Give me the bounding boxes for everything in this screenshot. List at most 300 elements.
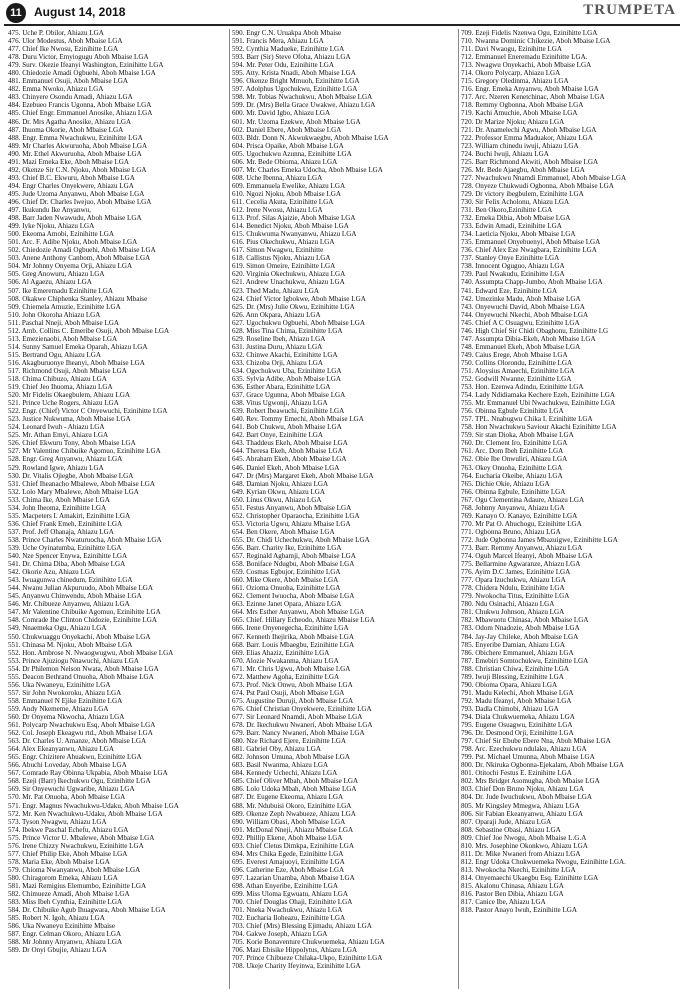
list-item: 647. Dr (Mrs) Margaret Ekeh, Aboh Mbaise LGA [232,471,374,480]
list-item: 718. Remmy Ogbonna, Aboh Mbaise LGA [461,101,584,110]
list-item: 664. Mrs Esther Anyanwu, Aboh Mbaise LGA [232,608,365,617]
list-item: 792. Madu Ifeanyi, Aboh Mbaise LGA [461,696,572,705]
list-item: 671. Mr. Chris Ugwu, Aboh Mbaise LGA [232,664,351,673]
list-item: 638. Vitus Ugwonji, Ahiazu LGA [232,399,328,408]
list-item: 719. Kachi Amuchie, Aboh Mbaise LGA [461,109,578,118]
list-item: 734. Laeticia Njoku, Aboh Mbaise LGA [461,230,576,239]
list-item: 773. Barr. Remmy Anyanwu, Ahiazu LGA [461,544,583,552]
list-item: 764. Eucharia Okeibe, Ahiazu LGA [461,471,563,480]
list-item: 552. Hon. Ambrose N. Nwaogwugwu, Aboh Mbaise LGA [8,648,174,657]
list-item: 565. Engr. Chizitere Ahuakwu, Ezinihitte LGA [8,753,142,762]
list-item: 535. Macpeters I. Amakiri, Ezinihitte LGA [8,511,131,520]
list-item: 559. Andy Nkememe, Ahiazu LGA [8,704,109,713]
list-item: 775. Bellarmine Agwaranze, Ahiazu LGA [461,560,581,569]
list-item: 696. Catherine Eze, Aboh Mbaise LGA [232,865,345,874]
list-item: 677. Sir Leonard Nnamdi, Aboh Mbaise LGA [232,712,363,721]
list-item: 542. Okorie Azu, Ahiazu LGA [8,568,96,577]
issue-date: August 14, 2018 [34,5,126,19]
list-item: 727. Nwachukwu Nnamdi Emmanuel, Aboh Mbaise LGA [461,173,627,182]
list-item: 705. Korie Bonaventure Chukwuemeka, Ahiazu LGA [232,938,385,947]
list-item: 747. Assumpta Dibia-Ekeh, Aboh Mbaise LGA [461,334,596,343]
list-item: 475. Uche P. Obilor, Ahiazu LGA [8,29,104,37]
list-item: 737. Stanley Onye Ezinihitte LGA [461,254,560,263]
list-item: 555. Deacon Bethrand Onuoha, Aboh Mbaise LGA [8,672,154,681]
list-item: 502. Chiedozie Amadi Ogbuehi, Aboh Mbaise LGA [8,246,156,255]
list-item: 813. Nwokocha Nkechi, Ezinihitte LGA [461,865,576,874]
list-item: 685. Chief Oliver Mbah, Aboh Mbaise LGA [232,777,359,786]
name-list-column-1 [8,29,228,954]
list-item: 544. Nwanu Julian Akpuruudo, Aboh Mbaise LGA [8,584,154,593]
list-item: 499. Iyke Njoku, Ahiazu LGA [8,222,95,231]
list-item: 648. Damian Njoku, Ahiazu LGA [232,479,329,488]
list-item: 598. Mr. Tobias Nwachukwu, Aboh Mbaise LGA [232,93,373,102]
list-item: 754. Lady Ndidiamaka Kechere Ezeh, Ezinihitte LGA [461,391,616,400]
list-item: 812. Engr Udoka Chukwuemeka Nwogu, Ezinihitte LGA. [461,857,626,866]
list-item: 790. Obioma Opara, Ahiazu LGA [461,680,558,689]
list-item: 477. Chief Ike Nwosu, Ezinihitte LGA [8,45,119,54]
column-divider [229,29,230,989]
list-item: 741. Edward Eze, Ezinihitte LGA [461,286,558,295]
list-item: 816. Pastor Ben Dibia, Ahiazu LGA [461,890,564,899]
list-item: 796. Dr. Desmond Orji, Ezinihitte LGA [461,729,574,738]
list-item: 529. Rowland Igwe, Ahiazu LGA [8,463,104,472]
list-item: 495. Jude Uzoma Anyanwu, Aboh Mbaise LGA [8,189,145,198]
list-item: 496. Chief Dr. Charles Iwejuo, Aboh Mbaise LGA [8,197,152,206]
list-item: 524. Leonard Iwuh - Ahiazu LGA [8,423,105,432]
list-item: 691. McDonal Nneji, Ahiazu Mbaise LGA [232,825,354,834]
list-item: 509. Chiemela Amuzie, Ezinihitte LGA [8,302,121,311]
list-item: 512. Amb. Collins C. Emeribe Osuji, Aboh Mbaise LGA [8,326,170,335]
list-item: 567. Comrade Ray Obinna Ukpabia, Aboh Mbaise LGA [8,769,168,778]
list-item: 710. Nwanna Dominic Chikezie, Aboh Mbaise LGA [461,37,611,46]
list-item: 717. Arc. Nzeren Kenetchinac, Aboh Mbaise LGA [461,93,605,102]
list-item: 783. Odom Nnadozie, Aboh Mbaise LGA [461,624,580,633]
list-item: 574. Ibekwe Paschal Echefu, Ahiazu LGA [8,825,129,834]
list-item: 539. Uche Oyinatumba, Ezinihitte LGA [8,544,122,552]
list-item: 605. Ugochukwu Azunna, Ezinihitte LGA [232,149,352,158]
list-item: 752. Godwill Nwanne, Ezinihitte LGA [461,375,572,384]
list-item: 615. Chukwuma Nwanyanwu, Ahiazu LGA [232,230,357,239]
list-item: 595. Atty. Krista Nnadi, Aboh Mbaise LGA [232,69,356,78]
list-item: 627. Ugochukwu Ogbuehi, Aboh Mbaise LGA [232,318,365,327]
list-item: 550. Chukwuaggu Onyekachi, Aboh Mbaise LGA [8,632,151,641]
list-item: 602. Daniel Ebere, Aboh Mbaise LGA [232,125,342,134]
list-item: 637. Grace Ugunna, Aboh Mbaise LGA [232,391,346,400]
list-item: 549. Nnaemeka Ogu, Ahiazu LGA [8,624,107,633]
list-item: 568. Ezeji (Barr) Ikechukwu Ogu, Ezinihitte LGA [8,777,151,786]
list-item: 666. Irene Onyenegecha, Ezinihitte LGA [232,624,349,633]
list-item: 772. Jude Ogbonna James Mbazuigwe, Ezinihitte LGA [461,535,618,544]
list-item: 669. Elias Ahaziz, Ezinihitte LGA [232,648,330,657]
list-item: 543. Iwuagunwa chinedum, Ezinihitte LGA [8,576,133,585]
list-item: 668. Barr. Louis Mbaegbu, Ezinihitte LGA [232,640,355,649]
list-item: 503. Anene Anthony Canbom, Aboh Mbaise LGA [8,254,151,263]
list-item: 633. Chizoba Orji, Ahiazu LGA [232,358,324,367]
list-item: 818. Pastor Anayo Iwuh, Ezinihitte LGA [461,906,578,915]
list-item: 583. Miss Ibeh Cynthia, Ezinihitte LGA [8,898,123,907]
list-item: 599. Dr. (Mrs) Bella Grace Uwakwe, Ahiazu LGA [232,101,376,110]
list-item: 581. Mazi Remigius Elemumbo, Ezinihitte LGA [8,881,147,890]
list-item: 521. Prince Uche Rogers, Ahiazu LGA [8,399,119,408]
list-item: 522. Engr. (Chief) Victor C Onyewuchi, Ezinihitte LGA [8,407,168,416]
list-item: 569. Sir Onyewuchi Ugwaribe, Ahiazu LGA [8,785,135,794]
list-item: 720. Dr Marize Njoku; Ahiazu LGA [461,117,565,126]
list-item: 545. Anyanwu Chinwendu, Aboh Mbaise LGA [8,592,142,601]
list-item: 536. Chief Frank Emeh, Ezinihitte LGA [8,519,123,528]
list-item: 634. Ogechukwu Uba, Ezinihitte LGA [232,366,342,375]
list-item: 659. Cosmas Egbujor, Ezinihitte LGA [232,568,341,577]
list-item: 797. Chief Sir Ebube Ebere Nna, Aboh Mbaise LGA [461,737,611,746]
list-item: 653. Victoria Ugwu, Ahiazu Mbaise LGA [232,519,351,528]
list-item: 657. Reginald Agbamji, Aboh Mbaise LGA [232,552,356,561]
list-item: 478. Duru Victor, Emyiogugu Aboh Mbaise LGA [8,53,149,62]
list-item: 504. Mr Johnny Onyema Orji, Ahiazu LGA [8,262,133,271]
list-item: 650. Linus Okwu, Ahiazu LGA [232,495,322,504]
list-item: 518. Chima Chibuzo, Ahiazu LGA [8,375,107,384]
list-item: 597. Adolphus Ugochukwu, Ezinihitte LGA [232,85,358,94]
list-item: 642. Bart Onye, Ezinihitte LGA [232,431,324,440]
list-item: 616. Pius Okechukwu, Ahiazu LGA [232,238,335,247]
list-item: 724. Buchi Iwuji, Ahiazu LGA [461,149,549,158]
list-item: 730. Sir Felix Acholonu, Ahiazu LGA [461,197,570,206]
list-item: 617. Simon Nwagwu, Ezinihitte [232,246,324,255]
list-item: 551. Chinasa M. Njoku, Aboh Mbaise LGA [8,640,133,649]
list-item: 631. Justina Duru, Ahiazu LGA [232,342,323,351]
list-item: 593. Barr (Sir) Steve Ofoha, Ahiazu LGA [232,53,351,62]
list-item: 561. Polycarp Nwachukwu Esq, Aboh Mbaise LGA [8,721,156,730]
list-item: 498. Barr Jaden Nwawudu, Aboh Mbaise LGA [8,214,142,223]
list-item: 726. Mr. Bede Ajaegbu, Aboh Mbaise LGA [461,165,585,174]
list-item: 690. William Obasi, Aboh Mbaise LGA [232,817,346,826]
list-item: 733. Edwin Amadi, Ezinihitte LGA [461,222,562,231]
list-item: 513. Emezienaobi, Aboh Mbaise LGA [8,334,118,343]
list-item: 706. Mazi Ebisike Hippolytus, Ahiazu LGA [232,946,358,955]
list-item: 541. Dr. Chima Diba, Aboh Mbaise LGA [8,560,126,569]
list-item: 566. Abuchi Loveday, Aboh Mbaise LGA [8,761,127,770]
list-item: 528. Engr. Greg Anyanwu, Ahiazu LGA [8,455,123,464]
list-item: 488. Engr. Emma Nwachukwu, Ezinihitte LGA [8,133,143,142]
list-item: 639. Robert Ibeawuchi, Ezinihitte LGA [232,407,345,416]
list-item: 686. Lolo Udoka Mbah, Aboh Mbaise LGA [232,785,357,794]
list-item: 744. Onyewuchi Nkechi, Aboh Mbaise LGA [461,310,589,319]
masthead-logo: TRUMPETA [583,2,676,18]
list-item: 527. Mr Valentine Chibuike Agomuo, Ezinihitte LGA [8,447,161,456]
list-item: 626. Ann Okpara, Ahiazu LGA [232,310,321,319]
list-item: 721. Dr. Anamelechi Agwu, Aboh Mbaise LGA [461,125,597,134]
list-item: 540. Nze Spencer Enywa, Ezinihitte LGA [8,552,128,561]
list-item: 817. Canice Ibe, Ahiazu LGA [461,898,546,907]
list-item: 740. Assumpta Chapp-Jumbo, Aboh Mbaise LGA [461,278,603,287]
list-item: 625. Dr. (Mrs) Julie Okwu, Ezinihitte LGA [232,302,355,311]
list-item: 723. William chinedu iwuji, Ahiazu LGA [461,141,579,150]
list-item: 624. Chief Victor Igbokwe, Aboh Mbaise LGA [232,294,366,303]
list-item: 644. Theresa Ekeh, Aboh Mbaise LGA [232,447,343,456]
list-item: 587. Engr. Celman Okoro, Ahiazu LGA [8,930,122,939]
name-list-column-3 [461,29,679,914]
list-item: 683. Basil Nwanma, Ahiazu LGA [232,761,329,770]
list-item: 564. Alex Ekeanyanwu, Ahiazu LGA [8,745,114,754]
list-item: 628. Miss Tina Chima, Ezinihitte LGA [232,326,343,335]
list-item: 517. Richmond Osuji, Aboh Mbaise LGA [8,366,127,375]
list-item: 802. Mrs Bridget Asomugha, Aboh Mbaise LGA [461,777,600,786]
list-item: 572. Mr. Ken Nwachukwu-Udaku, Aboh Mbaise LGA [8,809,163,818]
list-item: 507. Ike Emeremadu Ezinihitte LGA [8,286,113,295]
list-item: 645. Abraham Ekeh, Aboh Mbaise LGA [232,455,347,464]
list-item: 798. Arc. Ezechukwu ndulaku, Ahiazu LGA [461,745,587,754]
list-item: 514. Sunny Samuel Emeka Oparah, Ahiazu LGA [8,342,148,351]
list-item: 589. Dr Onyi Gbujie, Ahiazu LGA [8,946,107,955]
list-item: 725. Barr Richmond Akwiti, Aboh Mbaise LGA [461,157,599,166]
list-item: 804. Dr. Jude Iwuchukwu, Aboh Mbaise LGA [461,793,593,802]
list-item: 712. Emmanuel Eneremadu Ezinihitte LGA. [461,53,588,62]
list-item: 750. Collins Olorondu, Ezinihitte LGA [461,358,573,367]
list-item: 592. Cynthia Madueke, Ezinihitte LGA [232,45,345,54]
list-item: 525. Mr. Athan Emyi, Ahiazu LGA [8,431,109,440]
list-item: 641. Bob Chukwu, Aboh Mbaise LGA [232,423,342,432]
list-item: 582. Chimueze Amadi, Aboh Mbaise LGA [8,890,130,899]
column-divider [458,29,459,989]
list-item: 547. Mr Valentine Chibuike Agomuo, Ezinihitte LGA [8,608,161,617]
list-item: 735. Emmanuel Onyebuenyi, Aboh Mbaise LGA [461,238,601,247]
list-item: 520. Mr Fidelis Okaegbulem, Ahiazu LGA [8,391,130,400]
list-item: 621. Andrew Unachukwu, Ahiazu LGA [232,278,345,287]
list-item: 803. Chief Don Bruno Njoku, Ahiazu LGA [461,785,584,794]
list-item: 806. Sir Fabian Ekeanyanwu, Ahiazu LGA [461,809,583,818]
list-item: 759. Sir stan Dioka, Aboh Mbaise LGA [461,431,574,440]
list-item: 731. Ben Okoro,Ezinihitte LGA [461,206,553,215]
list-item: 594. Mr. Peter Odu, Ezinihitte LGA [232,61,335,70]
list-item: 808. Sebastine Obasi, Ahiazu LGA [461,825,561,834]
list-item: 728. Onyeze Chukwudi Ogbonna, Aboh Mbaise LGA [461,181,614,190]
list-item: 777. Opara Izuchukwu, Ahiazu LGA [461,576,566,585]
list-item: 603. Bldr. Donn N. Akwukwaegbu, Aboh Mbaise LGA [232,133,389,142]
list-item: 738. Innocent Oguguo, Ahiazu LGA [461,262,565,271]
list-item: 490. Mr. Ethel Akwuruoha, Aboh Mbaise LGA [8,149,142,158]
list-item: 815. Akalonu Chinasa, Ahiazu LGA [461,881,564,890]
list-item: 714. Okoro Polycarp, Ahiazu LGA [461,69,561,78]
list-item: 736. Chief Alex Eze Nwagbara, Ezinihitte LGA [461,246,597,255]
list-item: 532. Lolo Mary Mbalewe, Aboh Mbaise LGA [8,487,139,496]
list-item: 611. Cecelia Akuta, Ezinihitte LGA [232,197,334,206]
list-item: 663. Ezinne Janet Opara, Ahiazu LGA [232,600,342,609]
list-item: 526. Chief Ekwuru Tony, Aboh Mbaise LGA [8,439,136,448]
list-item: 479. Surv. Okezie Ifeanyi Washington, Ezinihitte LGA [8,61,164,70]
list-item: 672. Matthew Agoha, Ezinihitte LGA [232,672,340,681]
list-item: 586. Uka Nwaneyu Ezinihitte Mbaise [8,922,115,931]
list-item: 751. Aloysius Amaechi, Ezinihitte LGA [461,366,575,375]
list-item: 610. Ngozi Njoku, Aboh Mbaise LGA [232,189,341,198]
list-item: 523. Justice Nukwuma, Aboh Mbaise LGA [8,415,131,424]
list-item: 492. Okenze Sir C.N. Njoku, Aboh Mbaise LGA [8,165,147,174]
list-item: 580. Chiragorom Emeka, Ahiazu LGA [8,873,118,882]
list-item: 531. Chief Iheanacho Mbalewe, Aboh Mbaise LGA [8,479,155,488]
list-item: 799. Pst. Michael Umunna, Aboh Mbaise LGA [461,753,595,762]
list-item: 755. Mr. Emmanuel Ubi Nwachukwu, Ezinihitte LGA [461,399,616,408]
list-item: 732. Emeka Dibia, Aboh Mbaise LGA [461,214,571,223]
list-item: 646. Daniel Ekeh, Aboh Mbaise LGA [232,463,340,472]
list-item: 716. Engr. Emeka Anyanwu, Aboh Mbaise LGA [461,85,599,94]
list-item: 537. Prof. Jeff Ohanaja, Ahiazu LGA [8,527,114,536]
list-item: 655. Dr. Chidi Uchechukwu, Aboh Mbaise LGA [232,535,370,544]
list-item: 588. Mr Johnny Anyanwu, Ahiazu LGA [8,938,123,947]
list-item: 698. Athan Enyeribe, Ezinihitte LGA [232,881,338,890]
list-item: 510. John Okoroha Ahiazu LGA [8,310,101,319]
list-item: 636. Esther Abara, Ezinihitte LGA [232,383,331,392]
list-item: 493. Chief B.C. Ekwuru, Aboh Mbaise LGA [8,173,135,182]
list-item: 709. Ezeji Fidelis Nzenwa Ogu, Ezinihitte LGA [461,29,598,37]
list-item: 809. Chief Joe Nwogu, Aboh Mbaise L.G.A [461,833,587,842]
list-item: 778. Chidera Ndulu, Ezinihitte LGA [461,584,565,593]
list-item: 489. Mr Charles Akwuruoha, Aboh Mbaise LGA [8,141,148,150]
list-item: 722. Professor Emma Maduakor, Ahiazu LGA [461,133,593,142]
list-item: 753. Hon. Ezenwa Adindu, Ezinihitte LGA [461,383,584,392]
list-item: 713. Nwagwu Onyekachi, Aboh Mbaise LGA [461,61,592,70]
list-item: 810. Mrs. Josephine Okonkwo, Ahiazu LGA [461,841,588,850]
list-item: 556. Uka Nwaneyu, Ezinihitte LGA [8,680,111,689]
list-item: 749. Caius Erege, Aboh Mbaise LGA [461,350,568,359]
list-item: 795. Eugene Osuagwu, Ezinihitte LGA [461,721,573,730]
list-item: 483. Chinyere Osondu Amadi, Ahiazu LGA [8,93,133,102]
list-item: 708. Ukeje Charity Ifeyinwa, Ezinihitte LGA [232,962,361,971]
list-item: 704. Gakwe Joseph, Ahiazu LGA [232,930,328,939]
list-item: 793. Dadla Chimobi, Ahiazu LGA [461,704,559,713]
list-item: 614. Benedict Njoku, Aboh Mbaise LGA [232,222,349,231]
list-item: 779. Nwokocha Titus, Ezinihitte LGA [461,592,570,601]
list-item: 768. Johnny Anyanwu, Ahiazu LGA [461,503,565,512]
list-item: 654. Ben Okere, Aboh Mbaise LGA [232,527,335,536]
list-item: 745. Chief A C Osuagwu, Ezinihitte LGA [461,318,580,327]
list-item: 762. Obie Ibe Onwuliri, Ahiazu LGA [461,455,568,464]
list-item: 776. Ayim D.C James, Ezinihitte LGA [461,568,571,577]
list-item: 632. Chinwe Akachi, Ezinihitte LGA [232,350,338,359]
list-item: 675. Augustine Duruji, Aboh Mbaise LGA [232,696,354,705]
list-item: 656. Barr. Charity Ike, Ezinihitte LGA [232,544,342,552]
list-item: 652. Christopher Oparaocha, Ezinihitte LGA [232,511,360,520]
list-item: 579. Chioma Nwanyanwu, Aboh Mbaise LGA [8,865,141,874]
list-item: 480. Chiedozie Amadi Ogbuehi, Aboh Mbaise LGA [8,69,156,78]
list-item: 533. Chima Ike, Aboh Mbaise LGA [8,495,110,504]
list-item: 515. Bertrand Ogu, Ahiazu LGA [8,350,101,359]
list-item: 578. Maria Eke, Aboh Mbaise LGA [8,857,110,866]
list-item: 700. Chief Douglas Ohaji, Ezinihitte LGA [232,898,353,907]
list-item: 746. High Chief Sir Chidi Obaghonu, Ezinihitte LG [461,326,609,335]
list-item: 715. Gregory Oledinma, Ahiazu LGA [461,77,569,86]
list-item: 660. Mike Okere, Aboh Mbaise LGA [232,576,339,585]
list-item: 623. Thed Madu, Ahiazu LGA [232,286,319,295]
list-item: 785. Enyeribe Damian, Ahiazu LGA [461,640,566,649]
list-item: 554. Dr Philemon Nelson Nwata, Aboh Mbaise LGA [8,664,159,673]
list-item: 607. Mr. Charles Emeka Udocha, Aboh Mbaise LGA [232,165,383,174]
list-item: 758. Hon Nwachukwu Saviour Akachi Ezinihitte LGA [461,423,617,432]
list-item: 800. Dr. Nkiruka Ogbonna-Ejekalam, Aboh Mbaise LGA [461,761,624,770]
list-item: 538. Prince Charles Nwaturuocha, Aboh Mbaise LGA [8,535,162,544]
list-item: 784. Jay-Jay Chileke, Aboh Mbaise LGA [461,632,579,641]
list-item: 640. Rev. Tommy Emechi, Aboh Mbaise LGA [232,415,364,424]
list-item: 665. Chief. Hillary Echeodo, Ahiazu Mbaise LGA [232,616,375,625]
list-item: 494. Engr Charles Onyekwere, Ahiazu LGA [8,181,134,190]
list-item: 811. Dr. Mike Nwaneri from Ahiazu LGA [461,849,581,858]
list-item: 612. Irene Nwosu, Ahiazu LGA [232,206,323,215]
list-item: 681. Gabriel Oby, Ahiazu LGA [232,745,321,754]
list-item: 801. Otitochi Festus E. Ezinihitte LGA [461,769,572,778]
list-item: 553. Prince Ajuziogu Nnawuchi, Ahiazu LGA [8,656,140,665]
list-item: 805. Mr Kingsley Mmegwa, Ahiazu LGA [461,801,580,810]
list-item: 558. Emmanuel N Ejike Ezinihitte LGA [8,696,123,705]
list-item: 743. Onyewuchi David, Aboh Mbaise LGA [461,302,585,311]
list-item: 788. Christian Chiwa, Ezinihitte LGA [461,664,569,673]
page-number: 11 [6,3,26,23]
list-item: 546. Mr. Chibueze Anyanwu, Ahiazu LGA [8,600,130,609]
list-item: 662. Clement Iwuocha, Aboh Mbaise LGA [232,592,355,601]
name-list-column-2 [232,29,457,970]
list-item: 571. Engr. Magnus Nwachukwu-Udaku, Aboh Mbaise LGA [8,801,179,810]
page-header [0,0,684,24]
list-item: 643. Thaddeus Ekeh, Aboh Mbaise LGA [232,439,348,448]
list-item: 560. Dr Onyema Nkwocha, Ahiazu LGA [8,712,125,721]
list-item: 613. Prof. Silas Ajaizie, Aboh Mbaise LGA [232,214,356,223]
list-item: 697. Lazarian Unamba, Aboh Mbaise LGA [232,873,355,882]
list-item: 519. Chief Jeo Ihuoma, Ahiazu LGA [8,383,113,392]
list-item: 774. Oguh Marcel Ifeanyi, Aboh Mbaise LGA [461,552,593,561]
list-item: 729. Dr victory ibegbulem, Ezinihitte LGA [461,189,584,198]
list-item: 678. Dr. Ikechukwu Nwaneri, Aboh Mbaise LGA [232,721,373,730]
list-item: 557. Sir John Nwokoroku, Ahiazu LGA [8,688,122,697]
list-item: 516. Akagburuonye Iheanyi, Aboh Mbaise LGA [8,358,145,367]
list-item: 482. Emma Nwoko, Ahiazu LGA [8,85,104,94]
list-item: 701. Nneka Nwachukwu, Ahiazu LGA [232,906,343,915]
list-item: 530. Dr. Vitalis Ojiegbe, Aboh Mbaise LGA [8,471,134,480]
list-item: 506. Al Agaezu, Ahiazu LGA [8,278,92,287]
list-item: 763. Okey Onuoha, Ezinihitte LGA [461,463,563,472]
list-item: 766. Obinna Egbule, Ezinihitte LGA [461,487,566,496]
list-item: 584. Dr. Chibuike Agub Ihuagwara, Aboh Mbaise LGA [8,906,166,915]
list-item: 694. Mrs Chika Egede, Ezinihitte LGA [232,849,344,858]
list-item: 563. Dr. Charles U. Amanze, Aboh Mbaise LGA [8,737,147,746]
list-item: 658. Boniface Ndugbu, Aboh Mbaise LGA [232,560,355,569]
list-item: 501. Arc. F. Adibe Njoku, Aboh Mbaise LGA [8,238,138,247]
list-item: 695. Everest Amajuoyi, Ezinihitte LGA [232,857,345,866]
list-item: 781. Chukwu Johnson, Ahiazu LGA [461,608,565,617]
list-item: 575. Prince Victor U. Mbalewe, Aboh Mbaise LGA [8,833,155,842]
list-item: 687. Dr. Eugene Ekeoma, Ahiazu LGA [232,793,344,802]
list-item: 791. Madu Kelechi, Aboh Mbaise LGA [461,688,574,697]
list-item: 649. Kyrian Okwu, Ahiazu LGA [232,487,325,496]
list-item: 748. Emmanuel Ekeh, Aboh Mbaise LGA [461,342,581,351]
list-item: 782. Mbawuotu Chinasa, Aboh Mbaise LGA [461,616,589,625]
list-item: 505. Greg Anowuru, Ahiazu LGA [8,270,105,279]
list-item: 604. Prisca Opaike, Aboh Mbaise LGA [232,141,344,150]
list-item: 794. Diala Chukwuemeka, Ahiazu LGA [461,712,575,721]
list-item: 689. Okenze Zeph Nwabueze, Ahiazu LGA [232,809,356,818]
list-item: 667. Kenneth Ihejirika, Aboh Mbaise LGA [232,632,354,641]
list-item: 481. Emmanuel Osuji, Aboh Mbaise LGA [8,77,128,86]
list-item: 699. Miss Uloma Egwuatu, Ahiazu LGA [232,890,349,899]
list-item: 570. Mr. Pat Onuoha, Aboh Mbaise LGA [8,793,126,802]
list-item: 770. Mr Pat O. Ahuchogu, Ezinihitte LGA [461,519,582,528]
list-item: 661. Ozioma Onuoha, Ezinihitte LGA [232,584,341,593]
list-item: 591. Francis Mera, Ahiazu LGA [232,37,324,46]
list-item: 780. Ndu Osinachi, Ahiazu LGA [461,600,555,609]
list-item: 789. Iwuji Blessing, Ezinihitte LGA [461,672,564,681]
list-item: 757. TPL. Nnabugwu Chika I. Ezinihitte LGA [461,415,593,424]
list-item: 609. Emmanuela Ewelike, Ahiazu LGA [232,181,346,190]
list-item: 585. Robert N. Igoh, Ahiazu LGA [8,914,105,923]
list-item: 491. Mazi Emeka Eke, Aboh Mbaise LGA [8,157,129,166]
list-item: 814. Onyemaechi Ukaegbu Esq. Ezinihitte LGA [461,873,599,882]
list-item: 608. Uche Ibenna, Ahiazu LGA [232,173,323,182]
list-item: 635. Sylvia Adibe, Aboh Mbaise LGA [232,375,341,384]
list-item: 485. Chief Engr. Emmanuel Anosike, Ahiazu LGA [8,109,153,118]
